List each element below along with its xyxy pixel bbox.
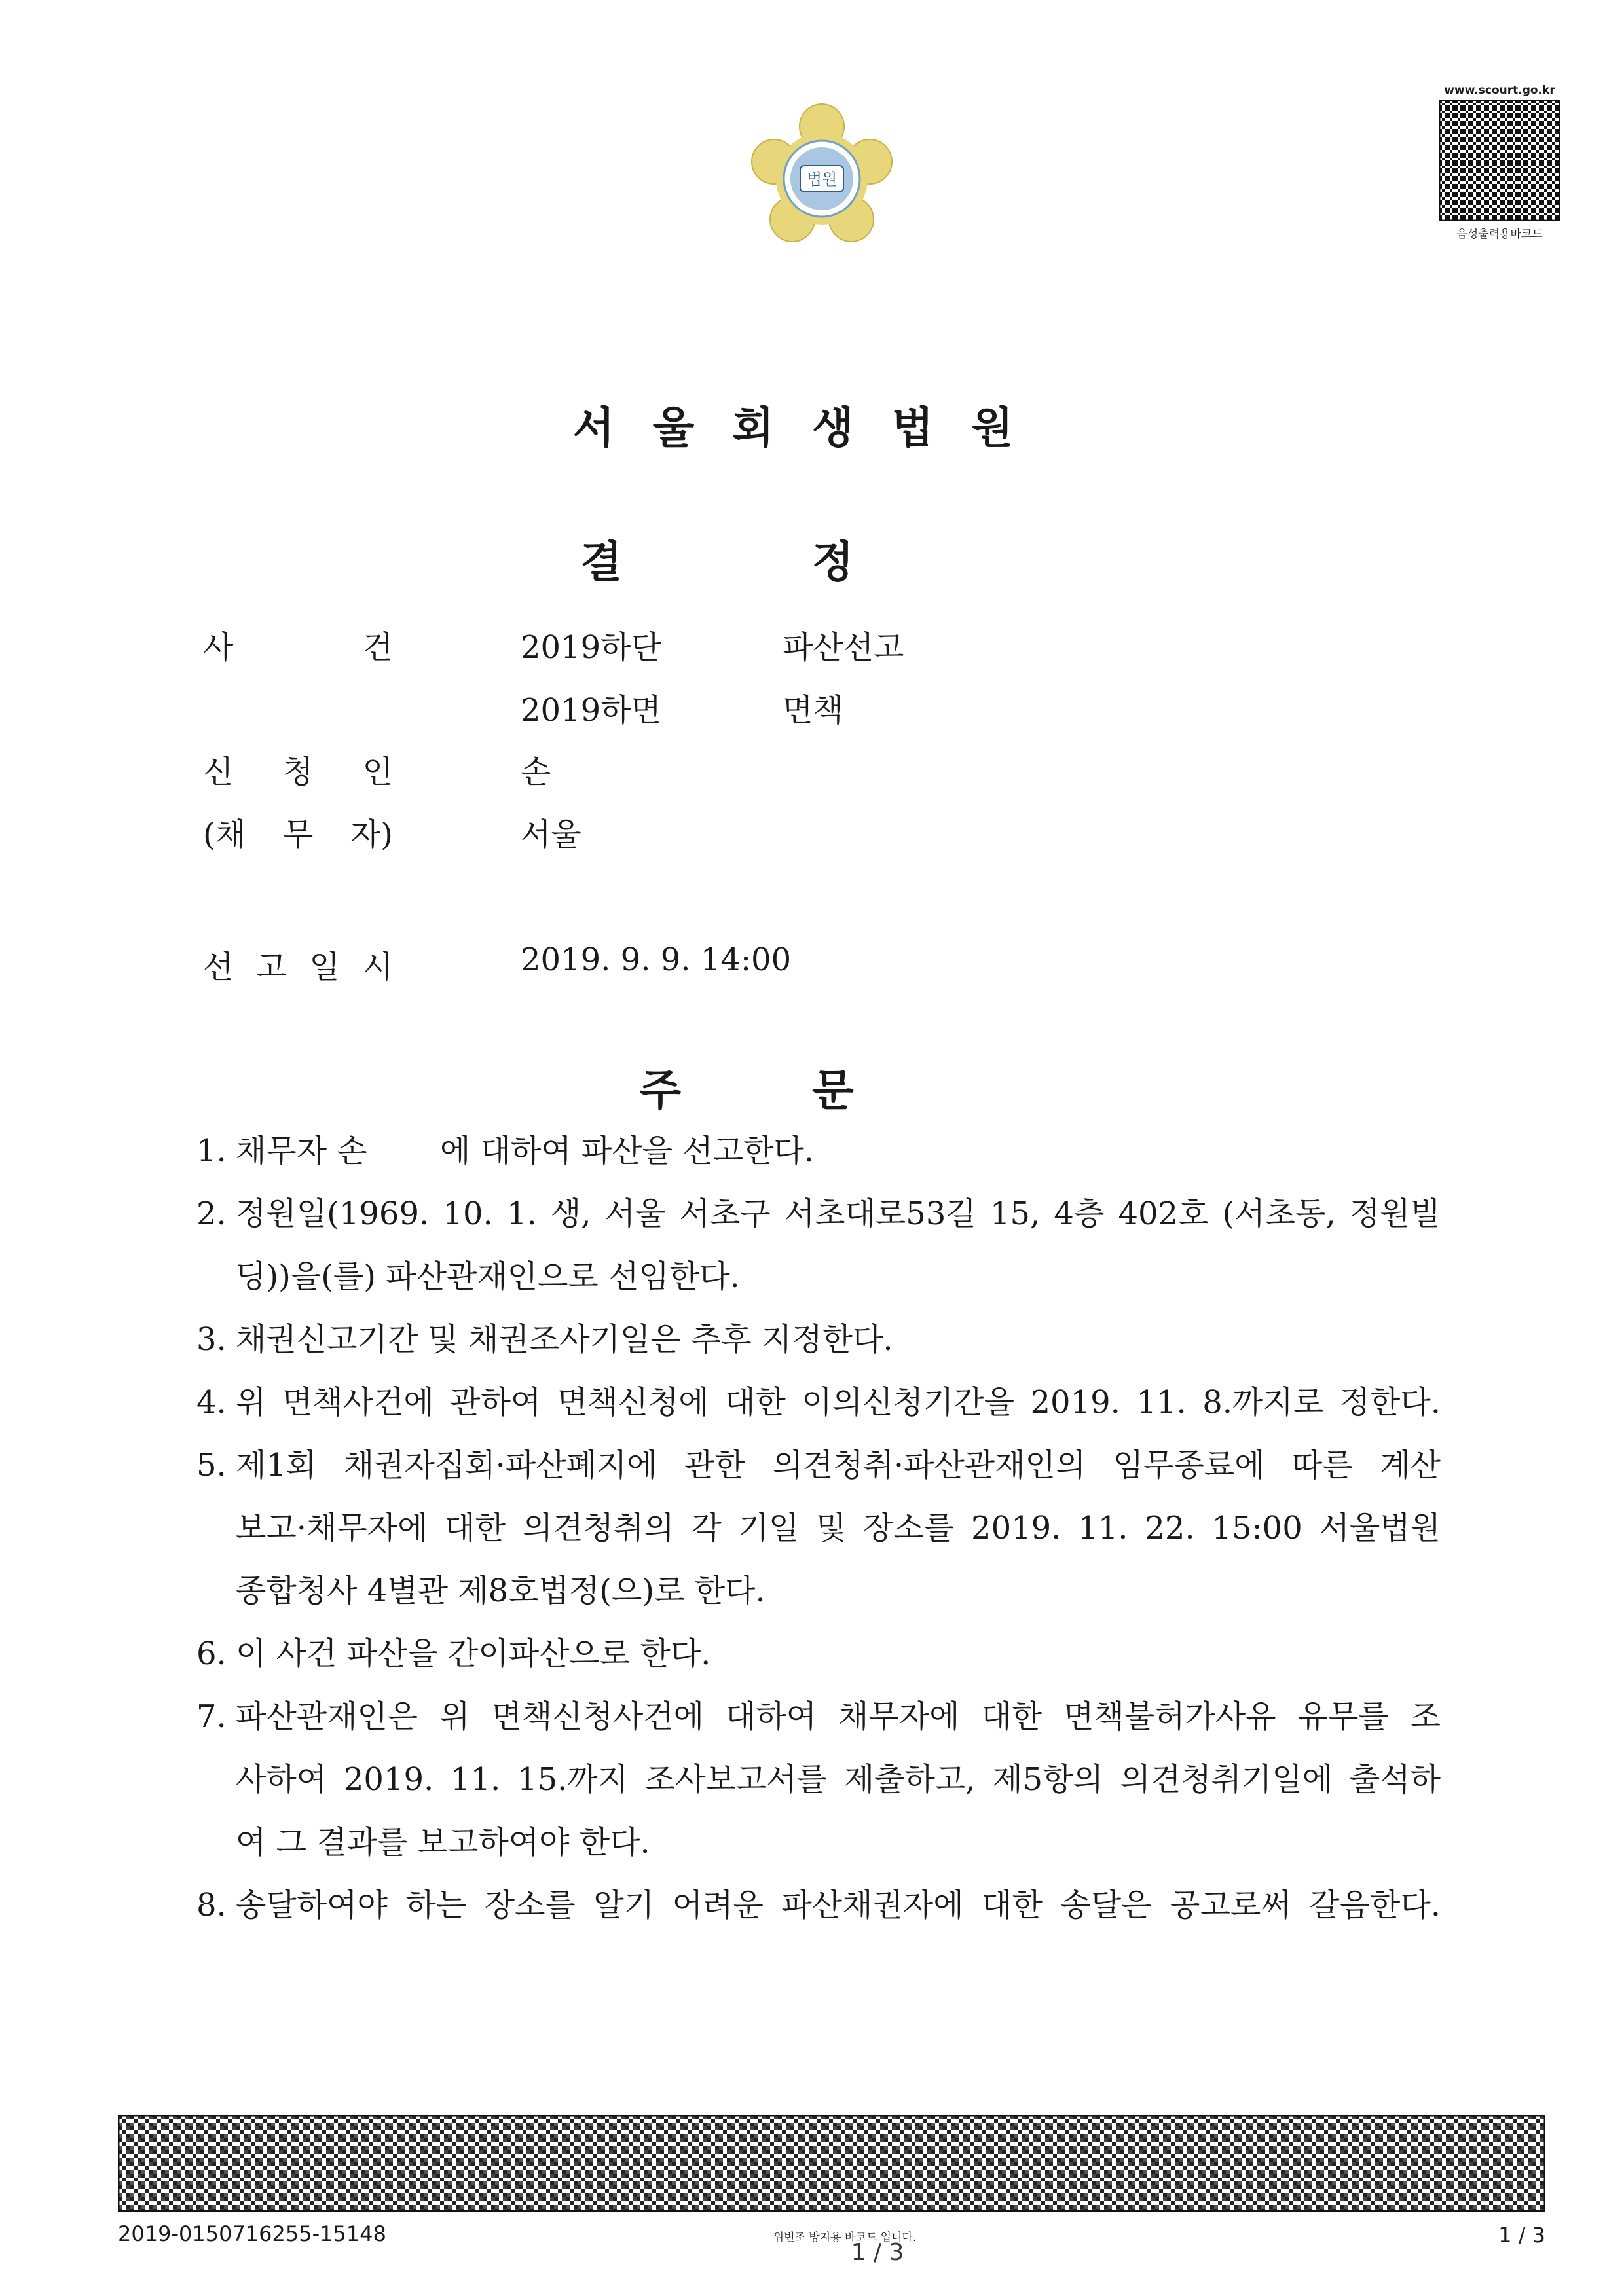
order-item: 5. 제1회 채권자집회·파산폐지에 관한 의견청취·파산관재인의 임무종료에 따른 계산 xyxy=(196,1447,1441,1484)
case-number-2: 2019하면 xyxy=(521,692,661,729)
qr-url: www.scourt.go.kr xyxy=(1444,84,1555,97)
order-item: 4. 위 면책사건에 관하여 면책신청에 대한 이의신청기간을 2019. 11. 8.까지로 정한다. xyxy=(196,1384,1441,1421)
qr-caption: 음성출력용바코드 xyxy=(1456,228,1543,241)
order-list xyxy=(196,1120,1441,1937)
order-item: 8. 송달하여야 하는 장소를 알기 어려운 파산채권자에 대한 송달은 공고로써 갈음한다. xyxy=(196,1887,1441,1923)
case-label: 사 건 xyxy=(203,629,393,666)
order-item-continuation: 종합청사 4별관 제8호법정(으)로 한다. xyxy=(236,1573,766,1609)
order-item: 3. 채권신고기간 및 채권조사기일은 추후 지정한다. xyxy=(196,1321,893,1358)
case-type-2: 면책 xyxy=(783,692,843,729)
page-number: 1 / 3 xyxy=(1498,2223,1545,2248)
applicant-name: 손 xyxy=(521,754,551,790)
order-title: 주문 xyxy=(639,1065,985,1116)
seal-text: 법원 xyxy=(806,170,838,189)
order-item-continuation: 여 그 결과를 보고하여야 한다. xyxy=(236,1824,650,1861)
announce-label: 선 고 일 시 xyxy=(203,949,393,985)
order-item: 2. 정원일(1969. 10. 1. 생, 서울 서초구 서초대로53길 15, 4층 402호 (서초동, 정원빌 xyxy=(196,1195,1441,1232)
voice-output-barcode xyxy=(1439,100,1560,221)
order-item-continuation: 딩))을(를) 파산관재인으로 선임한다. xyxy=(236,1258,740,1295)
order-item-continuation: 사하여 2019. 11. 15.까지 조사보고서를 제출하고, 제5항의 의견청취기일에 출석하 xyxy=(236,1761,1441,1798)
applicant-address: 서울 xyxy=(521,816,581,853)
announce-datetime: 2019. 9. 9. 14:00 xyxy=(521,941,792,978)
order-item: 6. 이 사건 파산을 간이파산으로 한다. xyxy=(196,1635,711,1672)
barcode-caption: 위변조 방지용 바코드 입니다. xyxy=(773,2231,917,2244)
applicant-label: 신 청 인 xyxy=(203,754,393,790)
page-number-center: 1 / 3 xyxy=(851,2239,904,2266)
court-seal-logo xyxy=(747,101,897,252)
order-item: 1. 채무자 손 에 대하여 파산을 선고한다. xyxy=(196,1133,815,1169)
document-title: 결정 xyxy=(580,536,1044,587)
debtor-label: (채 무 자) xyxy=(203,816,393,853)
order-item: 7. 파산관재인은 위 면책신청사건에 대하여 채무자에 대한 면책불허가사유 유무를 조 xyxy=(196,1698,1441,1735)
case-type-1: 파산선고 xyxy=(783,629,904,666)
anti-forgery-barcode xyxy=(118,2115,1545,2212)
case-number-1: 2019하단 xyxy=(521,629,661,666)
document-number: 2019-0150716255-15148 xyxy=(118,2221,386,2246)
order-item-continuation: 보고·채무자에 대한 의견청취의 각 기일 및 장소를 2019. 11. 22. 15:00 서울법원 xyxy=(236,1510,1441,1546)
court-name: 서울회생법원 xyxy=(572,402,1052,453)
